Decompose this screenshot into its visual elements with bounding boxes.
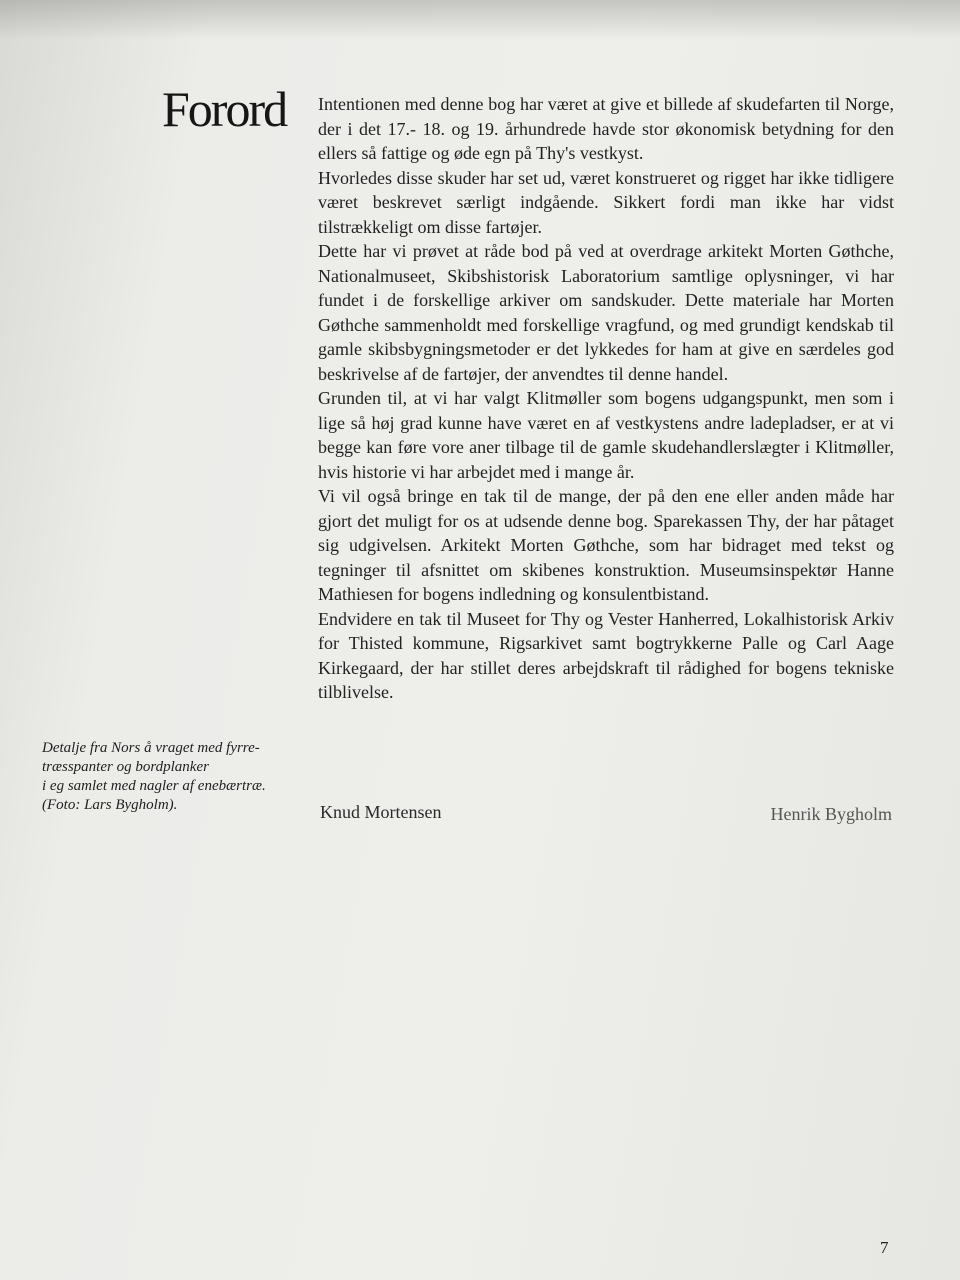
caption-line: (Foto: Lars Bygholm). xyxy=(42,797,178,813)
photo-caption xyxy=(42,739,292,815)
caption-line: Detalje fra Nors å vraget med fyrre- xyxy=(42,740,260,756)
page-title: Forord xyxy=(162,81,287,137)
caption-line: i eg samlet med nagler af enebærtræ. xyxy=(42,778,266,794)
signature-right: Henrik Bygholm xyxy=(770,804,892,824)
caption-line: træsspanter og bordplanker xyxy=(42,759,209,775)
page-number: 7 xyxy=(880,1238,889,1257)
paragraph: Hvorledes disse skuder har set ud, været konstrueret og rigget har ikke tidligere været beskrevet særligt indgående. Sikkert fordi man ikke har vidst tilstrækkeligt om disse fartøjer. xyxy=(318,167,894,237)
paragraph: Endvidere en tak til Museet for Thy og Vester Hanherred, Lokalhistorisk Arkiv for Thisted kommune, Rigsarkivet samt bogtrykkerne Palle og Carl Aage Kirkegaard, der har stillet deres arbejdskraft til rådighed for bogens tekniske tilblivelse. xyxy=(318,608,894,702)
paragraph: Intentionen med denne bog har været at give et billede af skudefarten til Norge, der i det 17.- 18. og 19. århundrede havde stor økonomisk betydning for den ellers så fattige og øde egn på Thy's vestkyst. xyxy=(318,94,894,163)
paragraph: Dette har vi prøvet at råde bod på ved at overdrage arkitekt Morten Gøthche, Nationalmuseet, Skibshistorisk Laboratorium samtlige oplysninger, vi har fundet i de forskellige arkiver om sandskuder. Dette materiale har Morten Gøthche sammenholdt med forskellige vragfund, og med grundigt kendskab til gamle skibsbygningsmetoder er det lykkedes for ham at give en særdeles god beskrivelse af de fartøjer, der anvendtes til denne handel. xyxy=(318,241,894,384)
page-shadow xyxy=(0,0,960,40)
paragraph: Vi vil også bringe en tak til de mange, der på den ene eller anden måde har gjort det muligt for os at udsende denne bog. Sparekassen Thy, der har påtaget sig udgivelsen. Arkitekt Morten Gøthche, som har bidraget med tekst og tegninger til afsnittet om skibenes konstruktion. Museumsinspektør Hanne Mathiesen for bogens indledning og konsulentbistand. xyxy=(318,486,894,604)
preface-body xyxy=(318,92,894,705)
paragraph: Grunden til, at vi har valgt Klitmøller som bogens udgangspunkt, men som i lige så høj grad kunne have været en af vestkystens andre ladepladser, er at vi begge kan føre vore aner tilbage til de gamle skudehandlerslægter i Klitmøller, hvis historie vi har arbejdet med i mange år. xyxy=(318,388,894,482)
signature-left: Knud Mortensen xyxy=(320,802,442,822)
